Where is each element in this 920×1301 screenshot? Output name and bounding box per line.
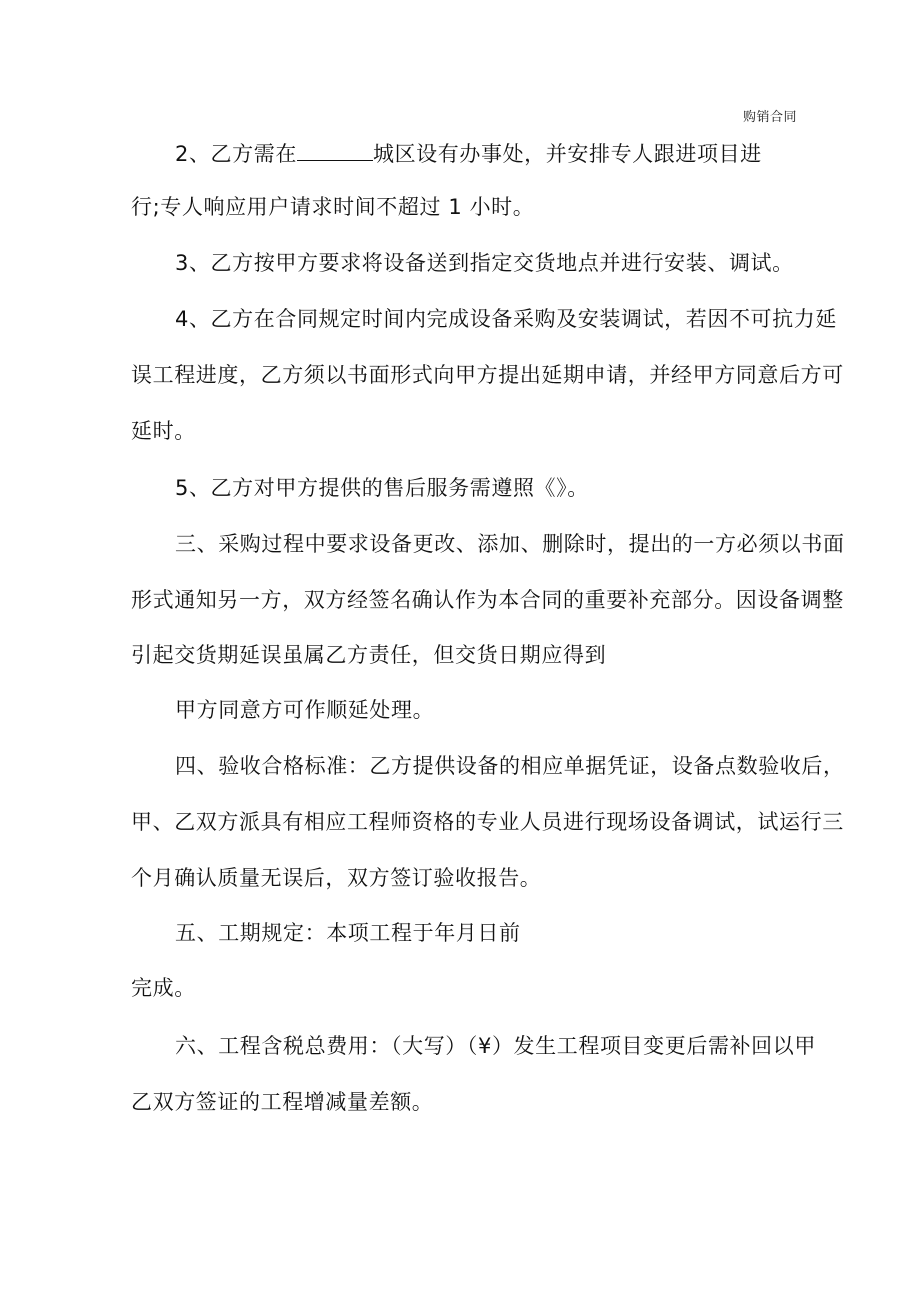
- clause-5: 5、乙方对甲方提供的售后服务需遵照《》。: [175, 476, 589, 500]
- section-5-line-1: 五、工期规定：本项工程于年月日前: [175, 921, 521, 945]
- section-4-line-1: 四、验收合格标准：乙方提供设备的相应单据凭证，设备点数验收后，: [175, 754, 845, 778]
- clause-2-text-start: 2、乙方需在: [175, 142, 297, 166]
- clause-4-line-1: 4、乙方在合同规定时间内完成设备采购及安装调试，若因不可抗力延: [175, 307, 837, 331]
- clause-2-line-1: [175, 139, 762, 169]
- clause-3: 3、乙方按甲方要求将设备送到指定交货地点并进行安装、调试。: [175, 251, 794, 275]
- section-3-line-1: 三、采购过程中要求设备更改、添加、删除时，提出的一方必须以书面: [175, 532, 845, 556]
- section-3-line-3: 引起交货期延误虽属乙方责任，但交货日期应得到: [131, 643, 607, 667]
- document-header-title: 购销合同: [742, 110, 797, 125]
- clause-4-line-3: 延时。: [131, 419, 196, 443]
- clause-2-text-end: 城区设有办事处，并安排专人跟进项目进: [372, 142, 762, 166]
- section-6-line-1: 六、工程含税总费用：（大写）（¥）发生工程项目变更后需补回以甲: [175, 1034, 816, 1058]
- section-4-line-2: 甲、乙双方派具有相应工程师资格的专业人员进行现场设备调试，试运行三: [131, 810, 844, 834]
- section-4-line-3: 个月确认质量无误后，双方签订验收报告。: [131, 866, 542, 890]
- section-3-line-4: 甲方同意方可作顺延处理。: [175, 698, 435, 722]
- clause-2-line-2: 行;专人响应用户请求时间不超过 1 小时。: [131, 195, 535, 219]
- section-6-line-2: 乙双方签证的工程增减量差额。: [131, 1090, 434, 1114]
- section-5-line-2: 完成。: [131, 976, 196, 1000]
- clause-4-line-2: 误工程进度，乙方须以书面形式向甲方提出延期申请，并经甲方同意后方可: [131, 363, 844, 387]
- section-3-line-2: 形式通知另一方，双方经签名确认作为本合同的重要补充部分。因设备调整: [131, 588, 844, 612]
- fill-in-blank: [297, 140, 373, 161]
